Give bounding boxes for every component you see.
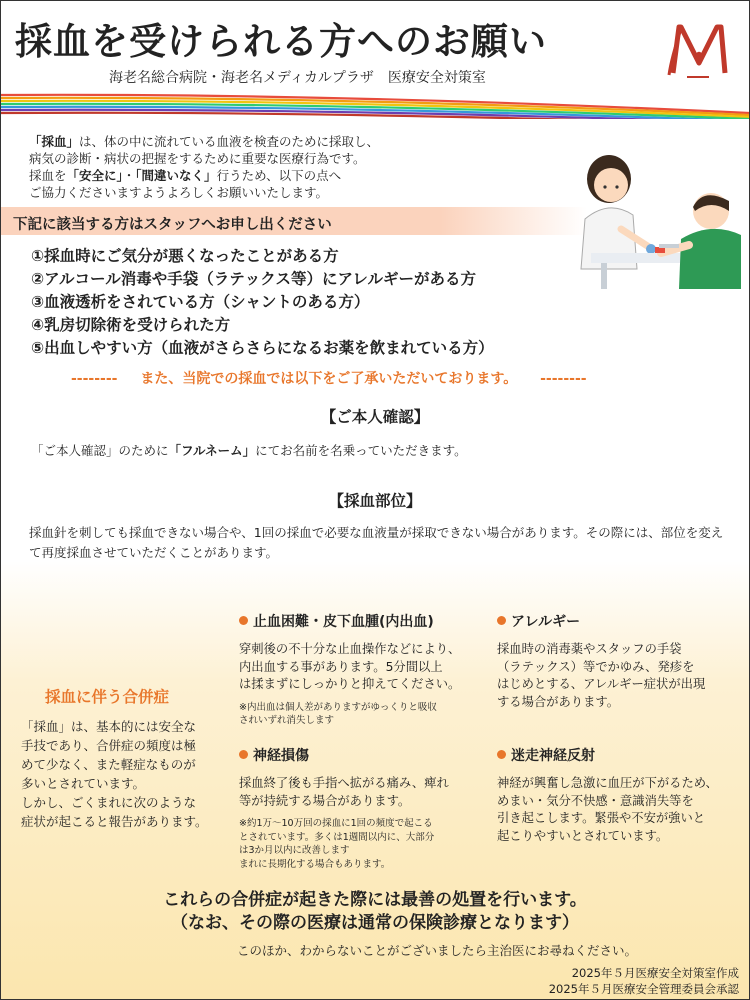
intro-line1: は、体の中に流れている血液を検査のために採取し、 [79,134,380,149]
complications-desc [21,717,221,831]
notice-dash-right: -------- [540,371,587,387]
desc-line: 多いとされています。 [21,776,146,791]
card-nerve-injury [239,745,489,871]
page-title: 採血を受けられる方へのお願い [15,20,547,63]
intro-keyword: 「採血」 [29,134,80,149]
intro-line3-pre: 採血を [29,168,67,183]
identity-heading: 【ご本人確認】 [320,408,430,426]
closing-statement: これらの合併症が起きた際には最善の処置を行います。 [163,890,587,910]
closing-insurance-note: （なお、その際の医療は通常の保険診療となります） [171,913,579,933]
card-vagal-reflex [497,745,742,845]
request-heading: 下記に該当する方はスタッフへお申し出ください [13,217,332,233]
card-line: 起こりやすいとされています。 [497,828,669,843]
rainbow-stripes [1,93,749,119]
list-item: ①採血時にご気分が悪くなったことがある方 [31,247,339,265]
card-line: 内出血する事があります。5分間以上 [239,659,443,674]
bullet-dot-icon [239,750,248,759]
notice-line [71,368,681,388]
notice-dash-left: -------- [71,371,118,387]
desc-line: しかし、ごくまれに次のような [21,795,197,810]
desc-line: めて少なく、また軽症なものが [21,757,196,772]
card-heading: 神経損傷 [253,748,309,764]
card-line: 引き起こします。緊張や不安が強いと [497,811,706,825]
card-line: 採血終了後も手指へ拡がる痛み、痺れ [239,776,449,790]
intro-line3-post: 行うため、以下の点へ [216,168,342,183]
card-heading: 止血困難・皮下血腫(内出血) [253,614,434,630]
footer-created: 2025年５月医療安全対策室作成 [571,966,739,980]
desc-line: 「採血」は、基本的には安全な [21,719,197,734]
card-note: は3か月以内に改善します [239,845,350,856]
card-line: めまい・気分不快感・意識消失等を [497,793,694,808]
card-line: はじめとする、アレルギー症状が出現 [497,677,706,691]
contact-note: このほか、わからないことがございましたら主治医にお尋ねください。 [237,943,638,958]
bullet-dot-icon [497,616,506,625]
card-heading: アレルギー [511,614,581,630]
intro-dot: ・ [122,168,136,183]
card-line: は揉まずにしっかりと抑えてください。 [239,677,461,691]
intro-safe: 「安全に」 [66,168,123,183]
intro-line2: 病気の診断・病状の把握をするために重要な医療行為です。 [29,151,366,166]
intro-line4: ご協力くださいますようよろしくお願いいたします。 [29,185,329,200]
card-note: とされています。多くは1週間以内に、大部分 [239,831,435,843]
intro-correct: 「間違いなく」 [135,168,217,183]
notice-text: また、当院での採血では以下をご了承いただいております。 [140,371,518,387]
card-note: ※約1万～10万回の採血に1回の頻度で起こる [239,818,433,829]
list-item: ③血液透析をされている方（シャントのある方） [31,293,370,311]
identity-fullname: 「フルネーム」 [168,443,256,458]
site-text: 採血針を刺しても採血できない場合や、1回の採血で必要な血液量が採取できない場合があります。その際には、部位を変えて再度採血させていただくことがあります。 [29,525,724,560]
card-line: する場合があります。 [497,694,619,709]
request-band [1,207,587,235]
page-subtitle: 海老名総合病院・海老名メディカルプラザ 医療安全対策室 [109,70,486,86]
list-item: ⑤出血しやすい方（血液がさらさらになるお薬を飲まれている方） [31,339,494,357]
card-line: 神経が興奮し急激に血圧が下がるため、 [497,776,718,790]
identity-text [31,441,467,459]
card-note: まれに長期化する場合もあります。 [239,858,391,870]
bullet-dot-icon [497,750,506,759]
desc-line: 症状が起こると報告があります。 [21,814,208,829]
list-item: ②アルコール消毒や手袋（ラテックス等）にアレルギーがある方 [31,270,477,288]
identity-pre: 「ご本人確認」のために [31,443,169,458]
identity-post: にてお名前を名乗っていただきます。 [255,443,467,458]
complications-title: 採血に伴う合併症 [45,688,170,706]
card-note: されいずれ消失します [239,715,335,726]
card-line: 等が持続する場合があります。 [239,793,411,808]
card-hemostasis [239,611,489,728]
card-line: 採血時の消毒薬やスタッフの手袋 [497,642,682,656]
m-logo-icon [665,17,735,81]
card-heading: 迷走神経反射 [511,748,595,764]
desc-line: 手技であり、合併症の頻度は極 [21,738,197,753]
request-list [31,245,494,360]
card-line: （ラテックス）等でかゆみ、発疹を [497,659,695,674]
intro-text [29,133,499,201]
footer-approved: 2025年５月医療安全管理委員会承認 [548,982,739,996]
list-item: ④乳房切除術を受けられた方 [31,316,231,334]
card-line: 穿刺後の不十分な止血操作などにより、 [239,642,461,656]
blood-draw-illustration [571,149,741,289]
card-note: ※内出血は個人差がありますがゆっくりと吸収 [239,701,437,713]
bullet-dot-icon [239,616,248,625]
site-heading: 【採血部位】 [328,492,422,510]
card-allergy [497,611,742,711]
